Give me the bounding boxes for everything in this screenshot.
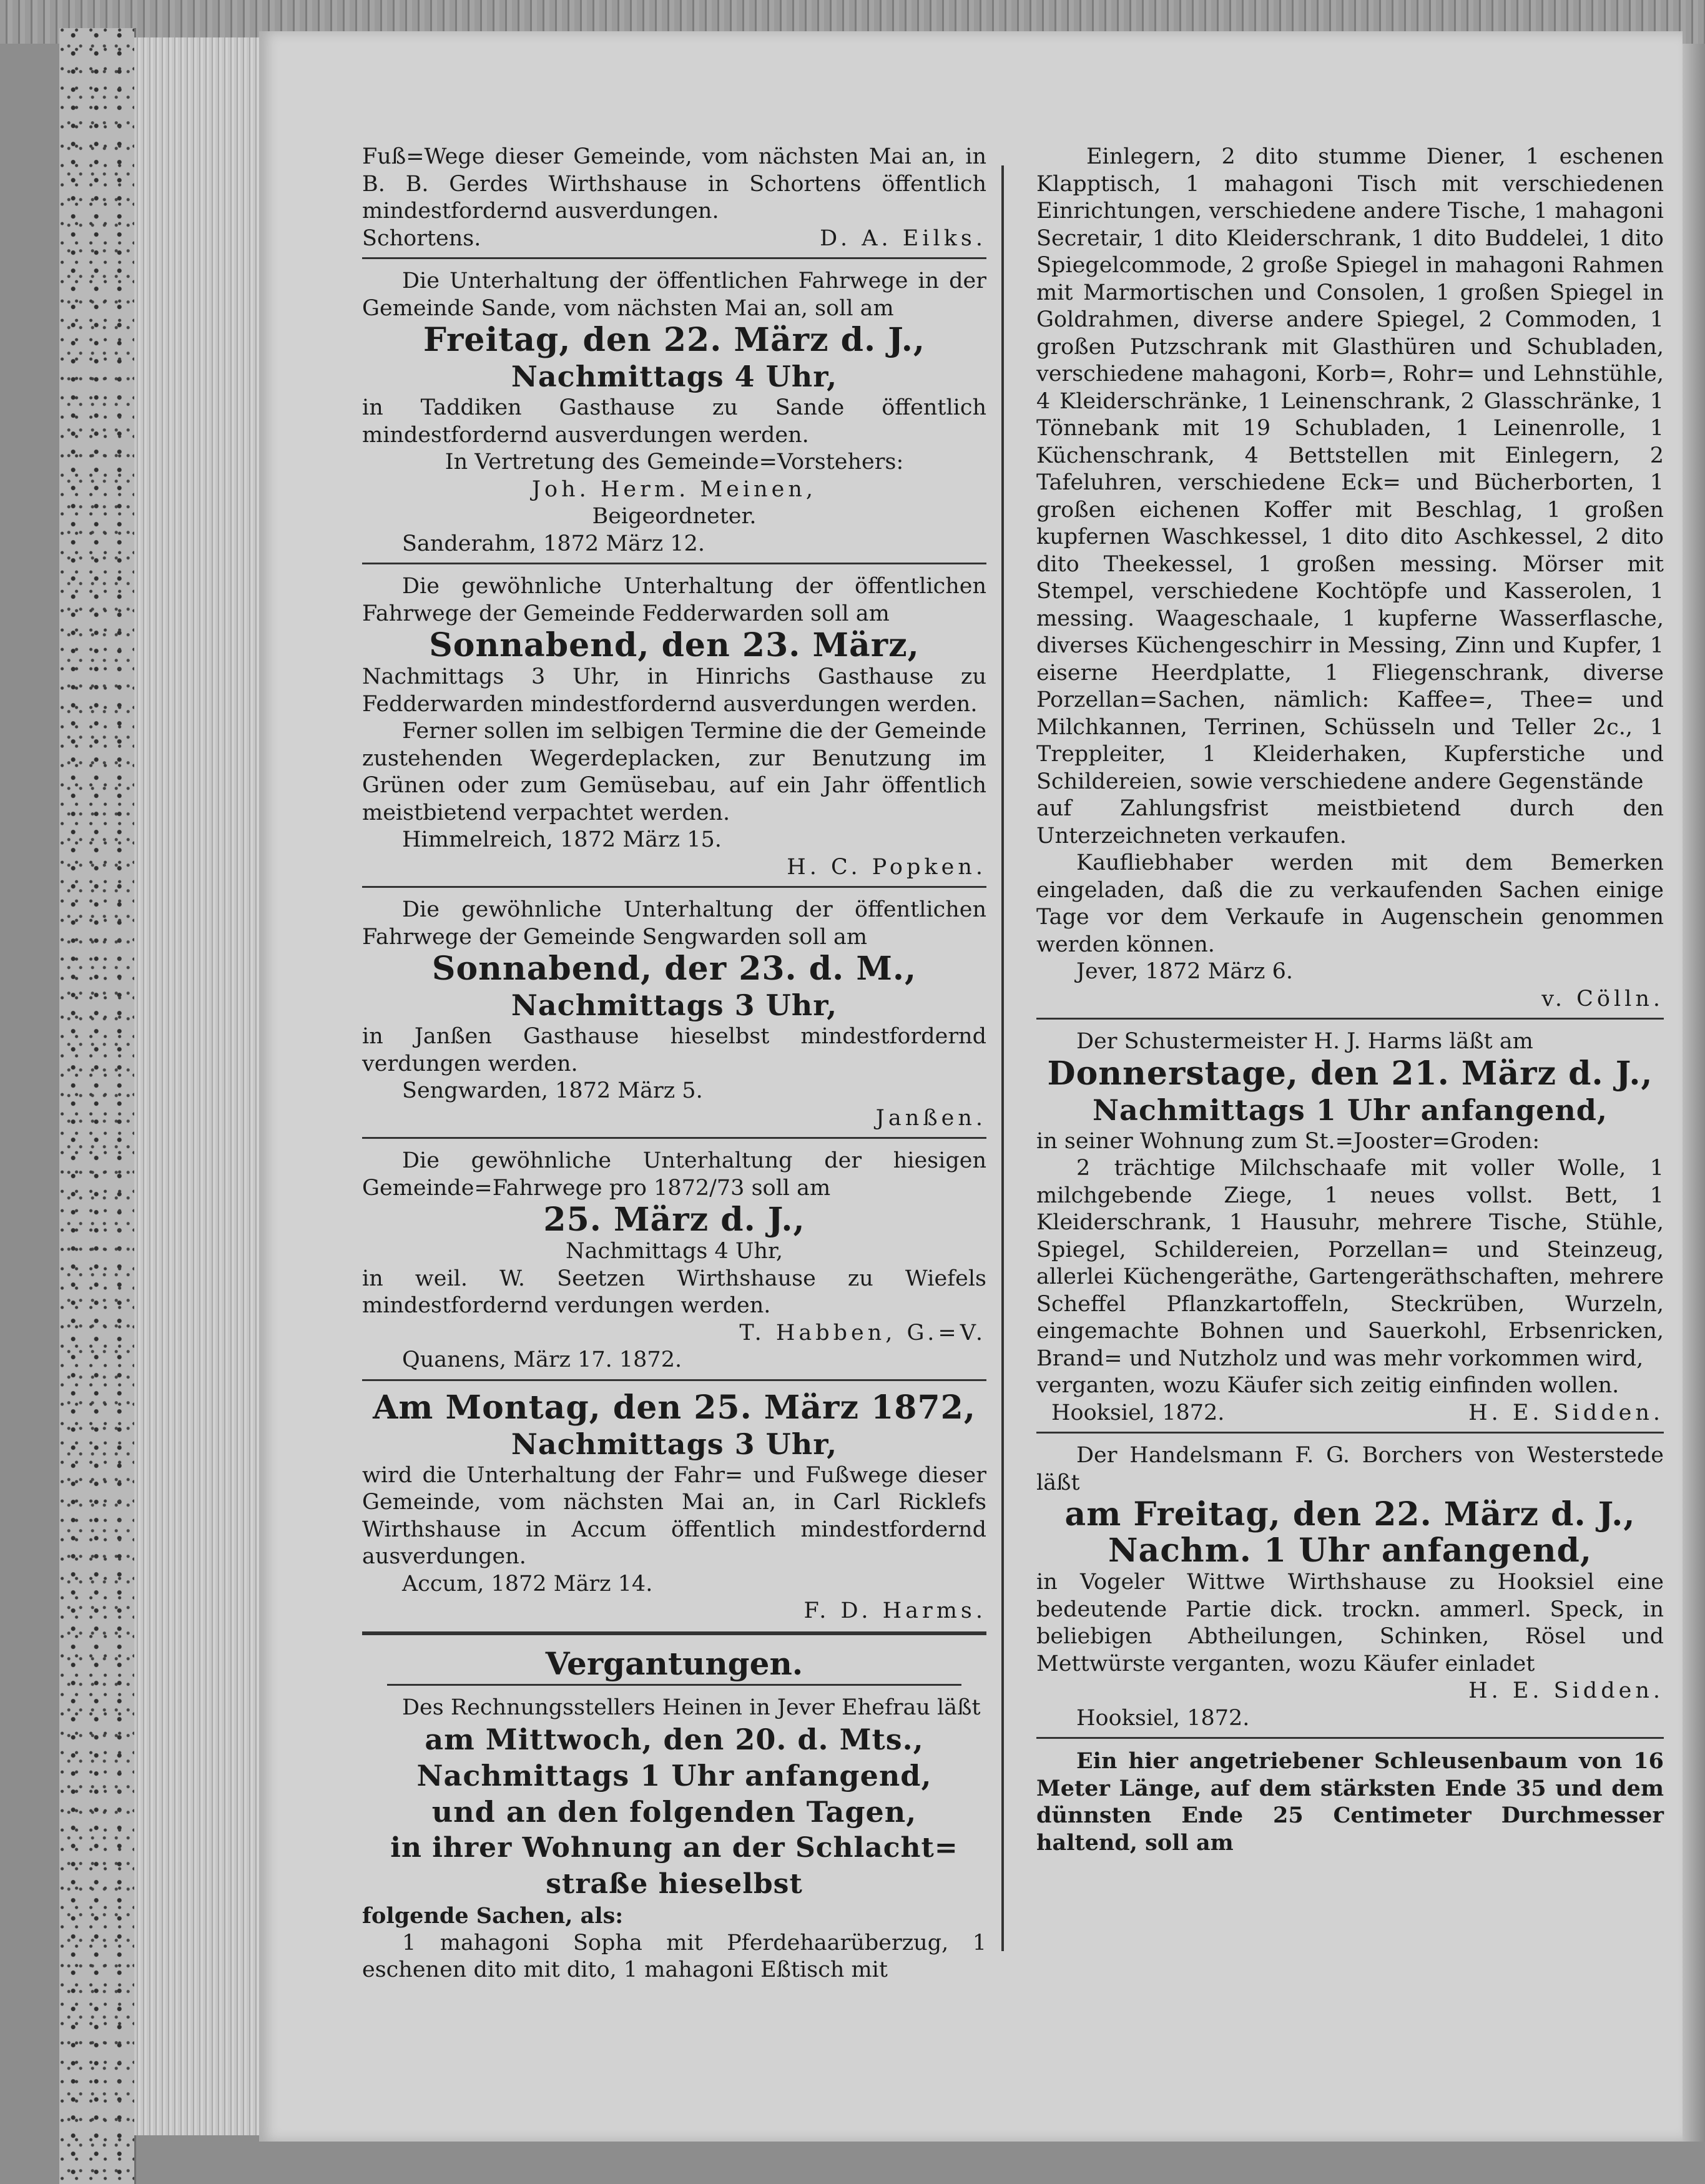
notice-place: Schortens. — [362, 225, 481, 251]
notice-date-headline: Sonnabend, der 23. d. M., — [431, 950, 917, 988]
left-column — [362, 144, 986, 1984]
divider — [362, 257, 986, 259]
notice-sande — [362, 268, 986, 558]
notice-date-headline: Am Montag, den 25. März 1872, — [373, 1388, 976, 1427]
section-divider — [362, 1631, 986, 1635]
notice-text: Die gewöhnliche Unterhaltung der öffentlichen Fahrwege der Gemeinde Fedderwarden soll am — [362, 574, 986, 626]
notice-days-headline: und an den folgenden Tagen, — [431, 1795, 917, 1829]
notice-text: in Taddiken Gasthause zu Sande öffentlich mindestfordernd ausverdungen werden. — [362, 395, 986, 448]
notice-text: Fuß=Wege dieser Gemeinde, vom nächsten Mai an, in B. B. Gerdes Wirthshause in Schortens öffentlich mindestfordernd ausverdungen. — [362, 144, 986, 224]
notice-time-headline: Nachmittags 3 Uhr, — [511, 988, 838, 1022]
notice-text: in seiner Wohnung zum St.=Jooster=Groden: — [1036, 1128, 1540, 1154]
notice-signature: D. A. Eilks. — [820, 225, 986, 251]
column-divider — [1001, 165, 1004, 1951]
section-heading: Vergantungen. — [387, 1644, 961, 1686]
page-stack — [134, 37, 259, 2135]
notice-schortens — [362, 144, 986, 252]
notice-text: Ein hier angetriebener Schleusenbaum von 16 Meter Länge, auf dem stärksten Ende 35 und dem dünnsten Ende 25 Centimeter Durchmesser haltend, soll am — [1036, 1748, 1664, 1856]
notice-text: folgende Sachen, als: — [362, 1903, 624, 1929]
notice-text: Ferner sollen im selbigen Termine die der Gemeinde zustehenden Wegerdeplacken, zur Benutzung im Grünen oder zum Gemüsebau, auf ein Jahr öffentlich meistbietend verpachtet werden. — [362, 719, 986, 825]
divider — [1036, 1432, 1664, 1434]
notice-text: Des Rechnungsstellers Heinen in Jever Ehefrau läßt — [402, 1695, 981, 1720]
notice-signature: F. D. Harms. — [803, 1598, 986, 1623]
notice-text: verganten, wozu Käufer sich zeitig einfinden wollen. — [1036, 1373, 1619, 1398]
notice-time: Nachmittags 4 Uhr, — [566, 1239, 783, 1264]
notice-signature: H. E. Sidden. — [1468, 1400, 1664, 1425]
divider — [362, 563, 986, 564]
notice-text: Kaufliebhaber werden mit dem Bemerken eingeladen, daß die zu verkaufenden Sachen einige Tage vor dem Verkaufe in Augenschein genommen werden können. — [1036, 850, 1664, 957]
notice-borchers-auction — [1036, 1442, 1664, 1732]
notice-date-headline: am Mittwoch, den 20. d. Mts., — [425, 1723, 924, 1756]
notice-fedderwarden — [362, 573, 986, 881]
right-column — [1036, 144, 1664, 1856]
page-right-edge — [1683, 44, 1705, 2142]
divider — [362, 886, 986, 888]
divider — [1036, 1737, 1664, 1739]
notice-date-headline: Freitag, den 22. März d. J., — [423, 321, 926, 359]
notice-heinen-auction — [362, 1644, 986, 1984]
notice-harms-auction — [1036, 1028, 1664, 1427]
divider — [362, 1137, 986, 1139]
notice-accum — [362, 1390, 986, 1625]
notice-schleusenbaum — [1036, 1748, 1664, 1856]
notice-text: wird die Unterhaltung der Fahr= und Fußwege dieser Gemeinde, vom nächsten Mai an, in Carl Ricklefs Wirthshause in Accum öffentlich mindestfordernd ausverdungen. — [362, 1462, 986, 1569]
notice-signature: v. Cölln. — [1541, 986, 1664, 1011]
notice-representation: In Vertretung des Gemeinde=Vorstehers: — [445, 450, 904, 475]
divider — [1036, 1018, 1664, 1020]
notice-place: Quanens, März 17. 1872. — [402, 1347, 682, 1372]
notice-title: Beigeordneter. — [592, 504, 757, 529]
notice-date-headline: 25. März d. J., — [543, 1201, 805, 1239]
notice-place: Jever, 1872 März 6. — [1076, 959, 1293, 984]
notice-place: Hooksiel, 1872. — [1051, 1400, 1225, 1425]
notice-location-headline: in ihrer Wohnung an der Schlacht= — [390, 1832, 958, 1864]
notice-signature: H. E. Sidden. — [1468, 1678, 1664, 1703]
notice-date-headline: Donnerstage, den 21. März d. J., — [1047, 1054, 1653, 1093]
notice-location-headline: straße hieselbst — [546, 1868, 803, 1900]
notice-place: Hooksiel, 1872. — [1076, 1705, 1250, 1731]
notice-time-headline: Nachmittags 1 Uhr anfangend, — [1092, 1093, 1608, 1127]
notice-heinen-continued — [1036, 144, 1664, 1013]
notice-time-headline: Nachmittags 4 Uhr, — [511, 360, 838, 393]
notice-signature: Janßen. — [875, 1105, 986, 1131]
notice-time-headline: Nachmittags 3 Uhr, — [511, 1427, 838, 1461]
notice-text: in weil. W. Seetzen Wirthshause zu Wiefels mindestfordernd verdungen werden. — [362, 1266, 986, 1318]
notice-text: in Janßen Gasthause hieselbst mindestfordernd verdungen werden. — [362, 1024, 986, 1076]
notice-wiefels — [362, 1148, 986, 1374]
notice-items: 1 mahagoni Sopha mit Pferdehaarüberzug, 1 eschenen dito mit dito, 1 mahagoni Eßtisch mit — [362, 1930, 986, 1982]
notice-place: Himmelreich, 1872 März 15. — [402, 827, 722, 852]
notice-time-headline: Nachmittags 1 Uhr anfangend, — [416, 1759, 932, 1793]
notice-signature: H. C. Popken. — [787, 854, 986, 880]
notice-place: Sanderahm, 1872 März 12. — [402, 531, 705, 556]
divider — [362, 1379, 986, 1381]
notice-text: Der Handelsmann F. G. Borchers von Westerstede läßt — [1036, 1443, 1664, 1495]
notice-sengwarden — [362, 897, 986, 1132]
book-cover-left — [59, 28, 136, 2184]
notice-items: Einlegern, 2 dito stumme Diener, 1 eschenen Klapptisch, 1 mahagoni Tisch mit verschiedenen Einrichtungen, verschiedene andere Tische, 1 mahagoni Secretair, 1 dito Kleiderschrank, 1 dito Buddelei, 1 dito Spiegelcommode, 2 große Spiegel in mahagoni Rahmen mit Marmortischen und Consolen, 1 großen Spiegel in Goldrahmen, diverse andere Spiegel, 2 Commoden, 1 großen Putzschrank mit Glasthüren und Schubladen, verschiedene mahagoni, Korb=, Rohr= und Lehnstühle, 4 Kleiderschränke, 1 Leinenschrank, 2 Glasschränke, 1 Tönnebank mit 19 Schubladen, 1 Leinenrolle, 1 Küchenschrank, 4 Bettstellen mit Einlegern, 2 Tafeluhren, verschiedene Eck= und Bücherborten, 1 großen eichenen Koffer mit Beschlag, 1 großen kupfernen Waschkessel, 1 dito dito Aschkessel, 2 dito dito Theekessel, 1 großen messing. Mörser mit Stempel, verschiedene Kochtöpfe und Kasserolen, 1 messing. Waageschaale, 1 kupferne Wasserflasche, diverses Küchengeschirr in Messing, Zinn und Kupfer, 1 eiserne Heerdplatte, 1 Fliegenschrank, diverse Porzellan=Sachen, nämlich: Kaffee=, Thee= und Milchkannen, Terrinen, Schüsseln und Teller 2c., 1 Treppleiter, 1 Kleiderhaken, Kupferstiche und Schildereien, sowie verschiedene andere Gegenstände — [1036, 144, 1664, 794]
notice-text: Die gewöhnliche Unterhaltung der hiesigen Gemeinde=Fahrwege pro 1872/73 soll am — [362, 1148, 986, 1201]
notice-text: auf Zahlungsfrist meistbietend durch den Unterzeichneten verkaufen. — [1036, 796, 1664, 849]
notice-date-headline: am Freitag, den 22. März d. J., — [1064, 1495, 1636, 1533]
notice-text: in Vogeler Wittwe Wirthshause zu Hooksiel eine bedeutende Partie dick. trockn. ammerl. Speck, in beliebigen Abtheilungen, Schinken, Rösel und Mettwürste verganten, wozu Käufer einladet — [1036, 1570, 1664, 1676]
notice-time-headline: Nachm. 1 Uhr anfangend, — [1108, 1532, 1592, 1570]
notice-text: Nachmittags 3 Uhr, in Hinrichs Gasthause zu Fedderwarden mindestfordernd ausverdungen werden. — [362, 664, 986, 717]
notice-signature: T. Habben, G.=V. — [739, 1320, 986, 1345]
notice-signature: Joh. Herm. Meinen, — [532, 476, 817, 502]
notice-text: Die gewöhnliche Unterhaltung der öffentlichen Fahrwege der Gemeinde Sengwarden soll am — [362, 897, 986, 950]
notice-date-headline: Sonnabend, den 23. März, — [429, 626, 920, 664]
notice-text: Die Unterhaltung der öffentlichen Fahrwege in der Gemeinde Sande, vom nächsten Mai an, soll am — [362, 268, 986, 321]
notice-place: Accum, 1872 März 14. — [402, 1571, 653, 1596]
notice-items: 2 trächtige Milchschaafe mit voller Wolle, 1 milchgebende Ziege, 1 neues vollst. Bett, 1 Kleiderschrank, 1 Hausuhr, mehrere Tische, Stühle, Spiegel, Schildereien, Porzellan= und Steinzeug, allerlei Küchengeräthe, Gartengeräthschaften, mehrere Scheffel Pflanzkartoffeln, Steckrüben, Wurzeln, eingemachte Bohnen und Sauerkohl, Erbsenricken, Brand= und Nutzholz und was mehr vorkommen wird, — [1036, 1156, 1664, 1371]
notice-text: Der Schustermeister H. J. Harms läßt am — [1076, 1029, 1533, 1054]
notice-place: Sengwarden, 1872 März 5. — [402, 1078, 703, 1103]
